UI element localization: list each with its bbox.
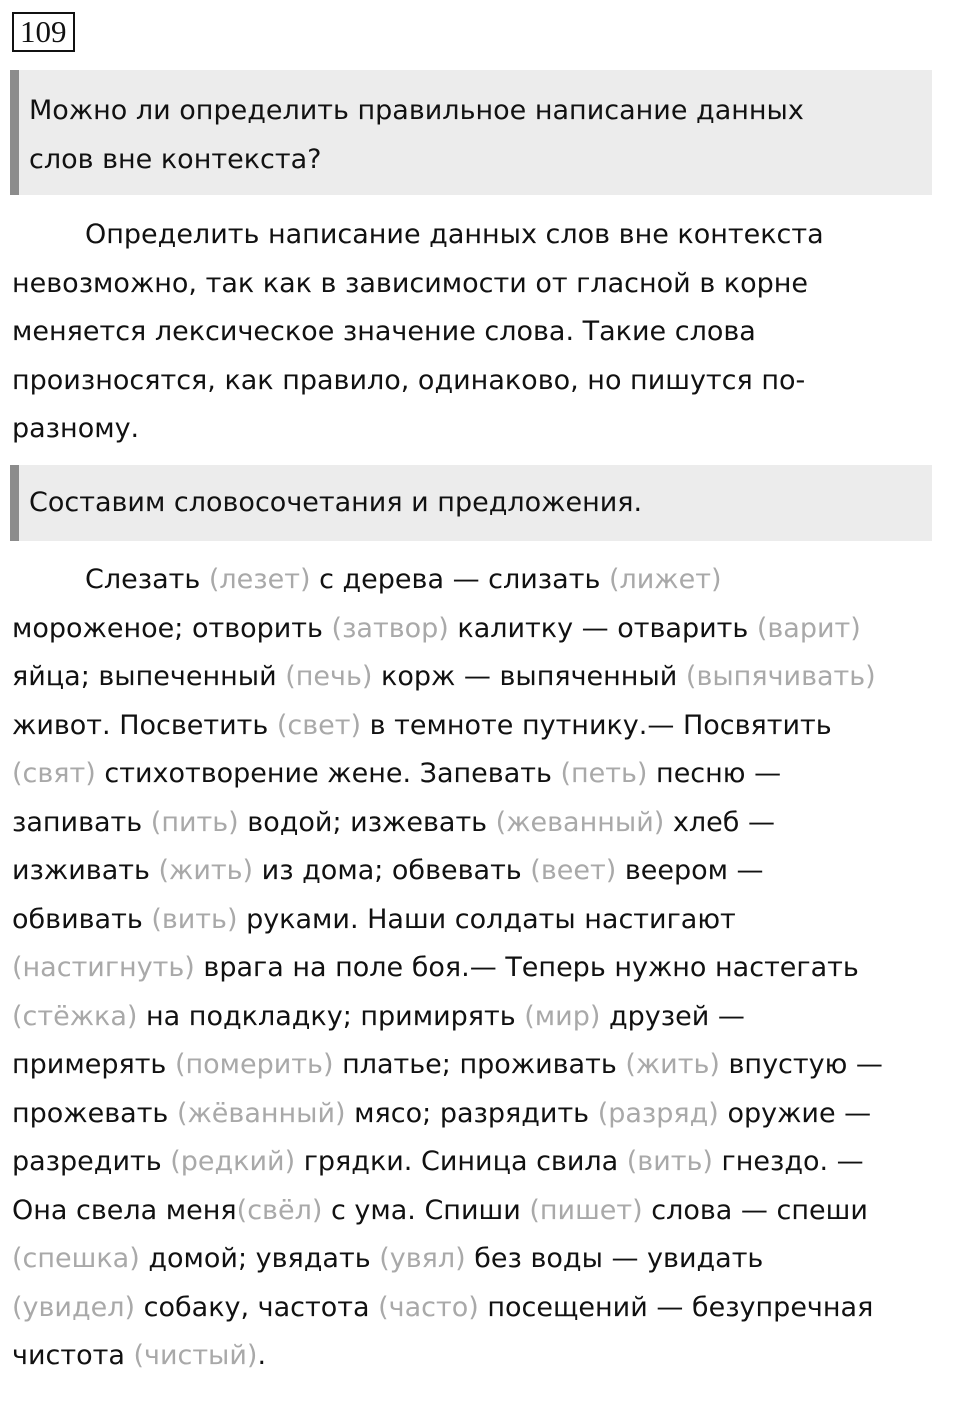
answer-line: меняется лексическое значение слова. Такие слова: [12, 316, 756, 347]
exercise-text: хлеб —: [664, 806, 775, 838]
root-hint: (жеванный): [495, 806, 665, 838]
root-hint: (пишет): [529, 1194, 643, 1226]
root-hint: (мир): [524, 1000, 601, 1032]
exercise-text: живот. Посветить: [12, 709, 277, 741]
exercise-text: мясо; разрядить: [345, 1097, 598, 1129]
exercise-text: корж — выпяченный: [372, 661, 686, 692]
exercise-text: чистота: [12, 1340, 134, 1371]
answer-paragraph: [12, 211, 934, 454]
exercise-line: [12, 847, 934, 896]
exercise-line: [12, 944, 934, 993]
exercise-text: запивать: [12, 806, 151, 838]
exercise-number: 109: [12, 12, 75, 52]
exercise-text: на подкладку; примирять: [137, 1000, 525, 1032]
exercise-text: врага на поле боя.— Теперь нужно настегать: [194, 952, 859, 983]
exercise-text: .: [257, 1340, 267, 1371]
exercise-paragraph: [12, 556, 934, 1381]
exercise-text: грядки. Синица свила: [295, 1146, 627, 1177]
root-hint: (померить): [174, 1049, 334, 1080]
root-hint: (увял): [379, 1243, 466, 1274]
root-hint: (стёжка): [12, 1000, 138, 1032]
root-hint: (разряд): [597, 1097, 719, 1129]
root-hint: (жить): [158, 855, 254, 886]
root-hint: (чистый): [133, 1340, 258, 1371]
exercise-text: слова — спеши: [642, 1194, 868, 1226]
answer-line: произносятся, как правило, одинаково, но пишутся по-: [12, 364, 806, 396]
exercise-text: с дерева — слизать: [310, 564, 609, 595]
root-hint: (веет): [530, 855, 617, 886]
exercise-text: платье; проживать: [333, 1049, 626, 1080]
root-hint: (увидел): [12, 1291, 136, 1323]
root-hint: (варит): [756, 612, 861, 644]
root-hint: (жить): [625, 1049, 720, 1080]
exercise-text: из дома; обвевать: [253, 855, 531, 886]
exercise-text: без воды — увидать: [465, 1243, 764, 1274]
exercise-text: обвивать: [12, 903, 152, 935]
exercise-text: калитку — отварить: [448, 612, 757, 644]
question-1-line-2: слов вне контекста?: [29, 144, 322, 175]
root-hint: (печь): [285, 661, 373, 692]
root-hint: (петь): [560, 758, 648, 789]
answer-line: разному.: [12, 413, 140, 444]
answer-line: невозможно, так как в зависимости от гласной в корне: [12, 267, 809, 299]
exercise-text: прожевать: [12, 1097, 177, 1129]
exercise-line: [12, 1284, 934, 1333]
exercise-line: [12, 1235, 934, 1284]
exercise-line: [12, 1041, 934, 1090]
exercise-text: мороженое; отворить: [12, 612, 332, 644]
exercise-line: [12, 653, 934, 702]
exercise-text: яйца; выпеченный: [12, 661, 286, 692]
exercise-line: [12, 1090, 934, 1139]
root-hint: (редкий): [170, 1146, 296, 1177]
root-hint: (лезет): [208, 564, 311, 595]
exercise-text: гнездо. —: [712, 1146, 864, 1177]
exercise-text: примерять: [12, 1049, 175, 1080]
exercise-text: водой; изжевать: [238, 806, 496, 838]
root-hint: (вить): [151, 903, 238, 935]
exercise-text: с ума. Спиши: [322, 1194, 530, 1226]
root-hint: (вить): [626, 1146, 713, 1177]
root-hint: (жёванный): [176, 1097, 346, 1129]
exercise-line: [12, 556, 934, 605]
exercise-text: Слезать: [85, 564, 209, 595]
exercise-line: [12, 1187, 934, 1236]
exercise-line: [12, 750, 934, 799]
exercise-text: собаку, частота: [135, 1291, 379, 1323]
exercise-line: [12, 1332, 934, 1381]
root-hint: (затвор): [331, 612, 449, 644]
exercise-text: песню —: [647, 758, 782, 789]
exercise-text: веером —: [616, 855, 764, 886]
exercise-line: [12, 1138, 934, 1187]
exercise-text: впустую —: [719, 1049, 883, 1080]
exercise-text: стихотворение жене. Запевать: [95, 758, 561, 789]
root-hint: (настигнуть): [12, 952, 195, 983]
exercise-text: посещений — безупречная: [478, 1291, 874, 1323]
exercise-text: домой; увядать: [139, 1243, 380, 1274]
exercise-text: Она свела меня: [12, 1194, 237, 1226]
exercise-text: оружие —: [718, 1097, 872, 1129]
question-1-line-1: Можно ли определить правильное написание данных: [29, 95, 804, 126]
exercise-line: [12, 799, 934, 848]
root-hint: (свят): [12, 758, 96, 789]
exercise-line: [12, 896, 934, 945]
root-hint: (часто): [378, 1291, 479, 1323]
exercise-line: [12, 702, 934, 751]
exercise-text: изживать: [12, 855, 159, 886]
root-hint: (свет): [276, 709, 362, 741]
root-hint: (спешка): [12, 1243, 140, 1274]
exercise-text: разредить: [12, 1146, 171, 1177]
root-hint: (пить): [150, 806, 239, 838]
exercise-text: в темноте путнику.— Посвятить: [361, 709, 832, 741]
exercise-text: друзей —: [600, 1000, 745, 1032]
exercise-text: руками. Наши солдаты настигают: [237, 903, 736, 935]
exercise-line: [12, 605, 934, 654]
question-box-2: Составим словосочетания и предложения.: [10, 465, 932, 541]
root-hint: (лижет): [608, 564, 722, 595]
root-hint: (свёл): [236, 1194, 323, 1226]
answer-line: Определить написание данных слов вне контекста: [85, 219, 824, 250]
exercise-line: [12, 993, 934, 1042]
question-box-1: [10, 70, 932, 195]
root-hint: (выпячивать): [685, 661, 876, 692]
